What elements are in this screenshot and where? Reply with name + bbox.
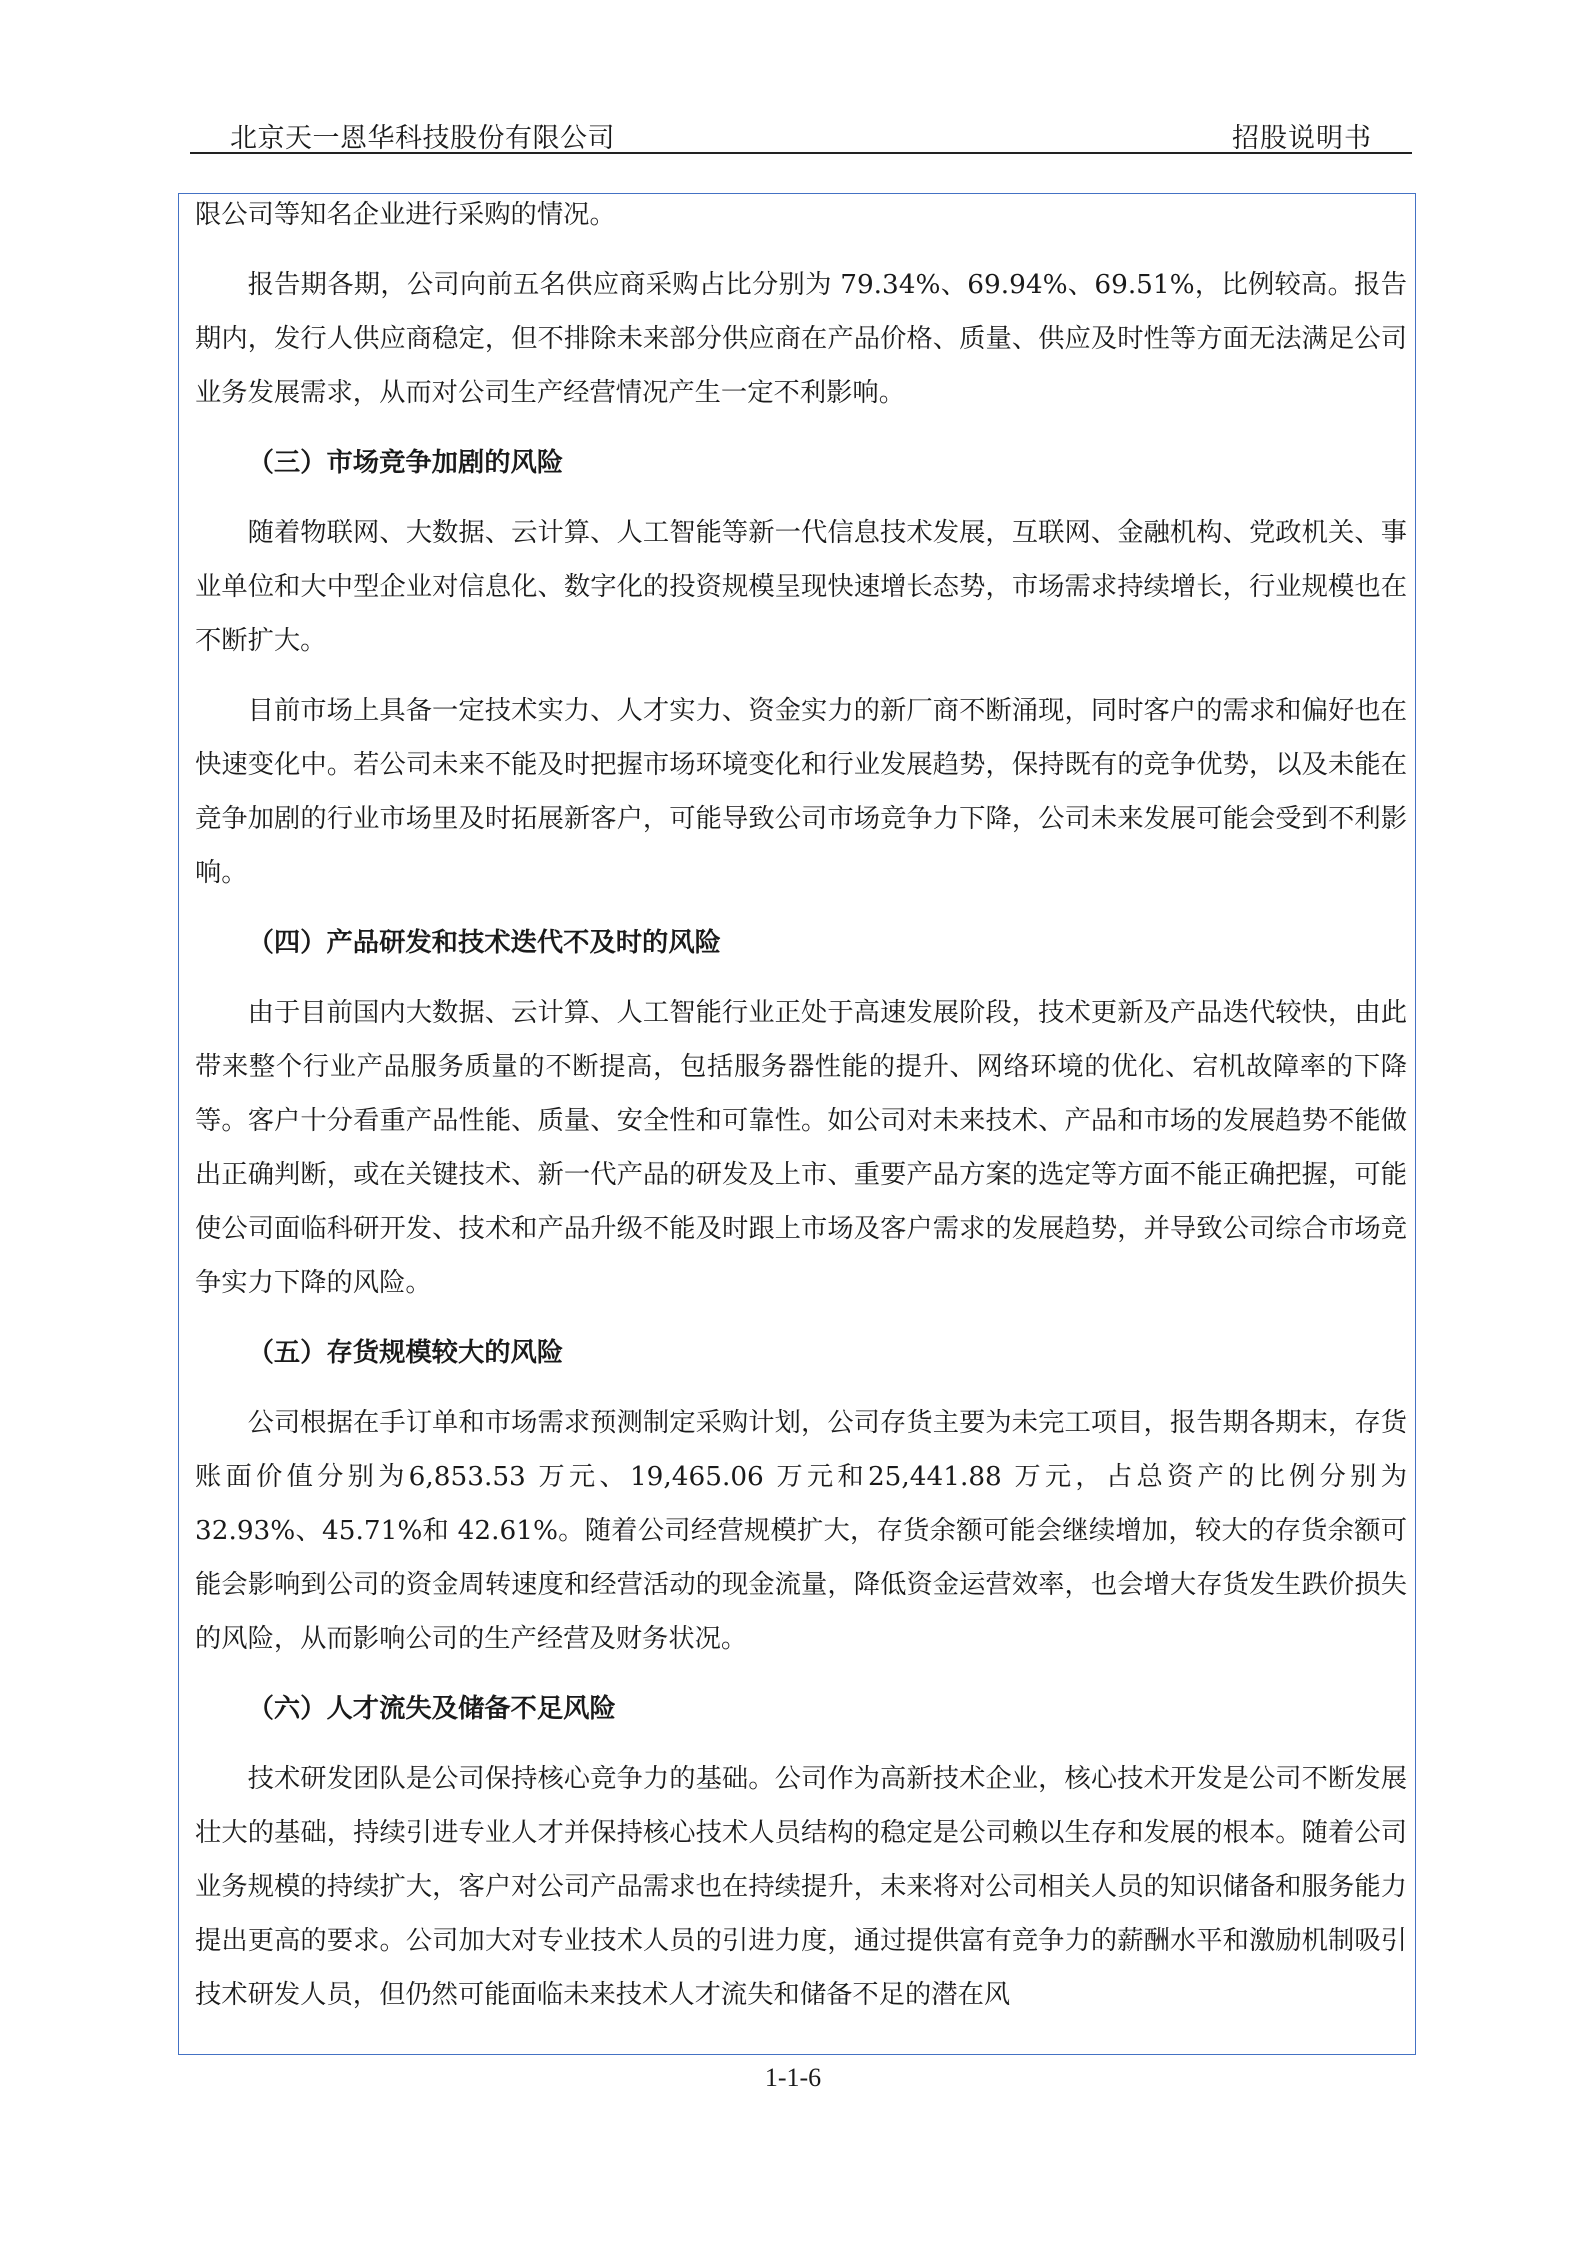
- document-type: 招股说明书: [1232, 123, 1372, 154]
- heading-talent-risk: （六）人才流失及储备不足风险: [247, 1694, 616, 1724]
- company-name: 北京天一恩华科技股份有限公司: [230, 123, 615, 154]
- heading-market-competition-risk: （三）市场竞争加剧的风险: [247, 448, 564, 478]
- paragraph-supplier-concentration: 报告期各期，公司向前五名供应商采购占比分别为 79.34%、69.94%、69.51%，比例较高。报告期内，发行人供应商稳定，但不排除未来部分供应商在产品价格、质量、供应及时性等方面无法满足公司业务发展需求，从而对公司生产经营情况产生一定不利影响。: [195, 270, 1407, 408]
- document-body: [195, 188, 1407, 2022]
- paragraph-rd: 由于目前国内大数据、云计算、人工智能行业正处于高速发展阶段，技术更新及产品迭代较快，由此带来整个行业产品服务质量的不断提高，包括服务器性能的提升、网络环境的优化、宕机故障率的下降等。客户十分看重产品性能、质量、安全性和可靠性。如公司对未来技术、产品和市场的发展趋势不能做出正确判断，或在关键技术、新一代产品的研发及上市、重要产品方案的选定等方面不能正确把握，可能使公司面临科研开发、技术和产品升级不能及时跟上市场及客户需求的发展趋势，并导致公司综合市场竞争实力下降的风险。: [195, 998, 1407, 1298]
- paragraph-talent: 技术研发团队是公司保持核心竞争力的基础。公司作为高新技术企业，核心技术开发是公司不断发展壮大的基础，持续引进专业人才并保持核心技术人员结构的稳定是公司赖以生存和发展的根本。随着公司业务规模的持续扩大，客户对公司产品需求也在持续提升，未来将对公司相关人员的知识储备和服务能力提出更高的要求。公司加大对专业技术人员的引进力度，通过提供富有竞争力的薪酬水平和激励机制吸引技术研发人员，但仍然可能面临未来技术人才流失和储备不足的潜在风: [195, 1764, 1407, 2010]
- page-number: 1-1-6: [764, 2063, 822, 2092]
- paragraph-inventory: 公司根据在手订单和市场需求预测制定采购计划，公司存货主要为未完工项目，报告期各期末，存货账面价值分别为6,853.53 万元、19,465.06 万元和25,441.88 万元，占总资产的比例分别为32.93%、45.71%和 42.61%。随着公司经营规模扩大，存货余额可能会继续增加，较大的存货余额可能会影响到公司的资金周转速度和经营活动的现金流量，降低资金运营效率，也会增大存货发生跌价损失的风险，从而影响公司的生产经营及财务状况。: [195, 1408, 1407, 1654]
- page-header: [190, 108, 1412, 154]
- paragraph-continuation: 限公司等知名企业进行采购的情况。: [195, 200, 616, 230]
- paragraph-market-growth: 随着物联网、大数据、云计算、人工智能等新一代信息技术发展，互联网、金融机构、党政机关、事业单位和大中型企业对信息化、数字化的投资规模呈现快速增长态势，市场需求持续增长，行业规模也在不断扩大。: [195, 518, 1407, 656]
- heading-inventory-risk: （五）存货规模较大的风险: [247, 1338, 564, 1368]
- heading-rd-risk: （四）产品研发和技术迭代不及时的风险: [247, 928, 721, 958]
- paragraph-competition: 目前市场上具备一定技术实力、人才实力、资金实力的新厂商不断涌现，同时客户的需求和偏好也在快速变化中。若公司未来不能及时把握市场环境变化和行业发展趋势，保持既有的竞争优势，以及未能在竞争加剧的行业市场里及时拓展新客户，可能导致公司市场竞争力下降，公司未来发展可能会受到不利影响。: [195, 696, 1407, 888]
